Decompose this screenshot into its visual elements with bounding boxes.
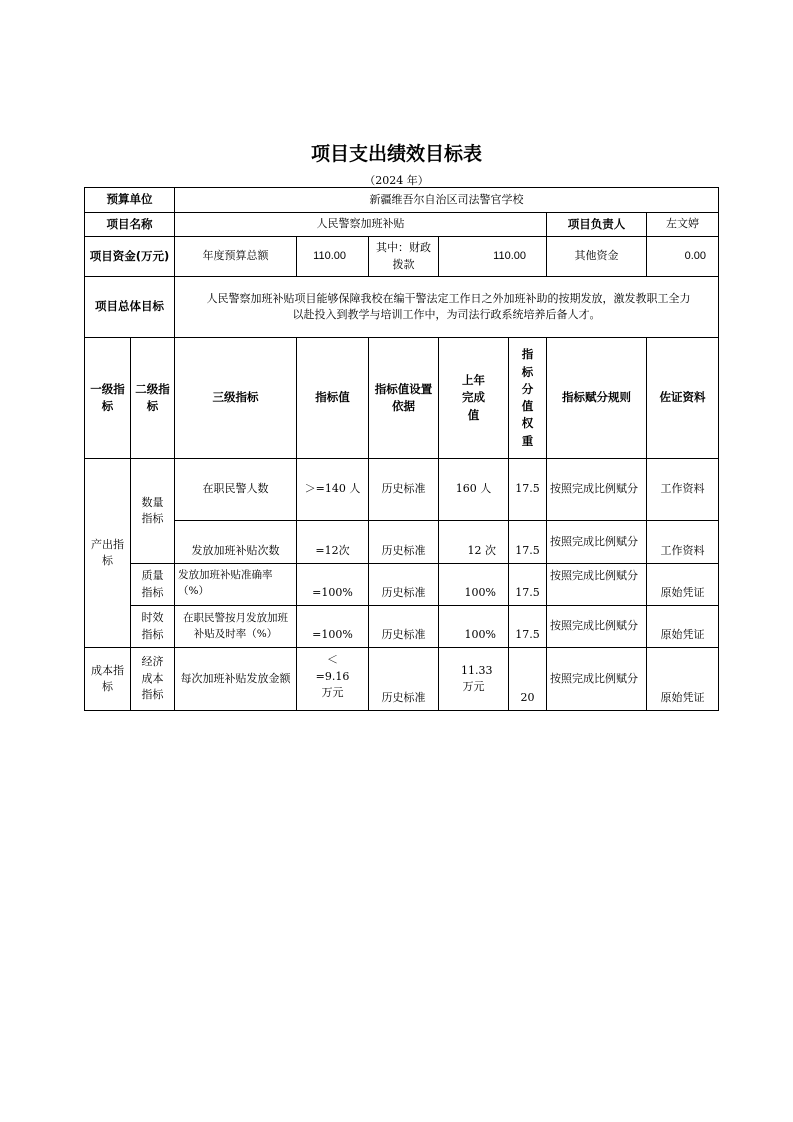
overall-goal-line2: 以赴投入到教学与培训工作中，为司法行政系统培养后备人才。 — [292, 308, 601, 321]
funds-label: 项目资金(万元) — [85, 237, 175, 277]
row3-weight: 17.5 — [509, 564, 547, 606]
project-name-label: 项目名称 — [85, 213, 175, 237]
output-group-label: 产出指标 — [85, 459, 131, 648]
level3-header: 三级指标 — [175, 338, 297, 459]
overall-goal-row — [85, 277, 719, 338]
row5-weight: 20 — [509, 648, 547, 711]
row5-evidence: 原始凭证 — [647, 648, 719, 711]
row1-level3: 在职民警人数 — [175, 459, 297, 521]
row1-weight: 17.5 — [509, 459, 547, 521]
budget-unit-row — [85, 188, 719, 213]
fiscal-label — [369, 237, 439, 277]
row2-weight: 17.5 — [509, 521, 547, 564]
overall-goal-line1: 人民警察加班补贴项目能够保障我校在编干警法定工作日之外加班补助的按期发放，激发教职工全力 — [206, 291, 691, 305]
table-row — [85, 521, 719, 564]
row3-last-year: 100% — [439, 564, 509, 606]
row1-basis: 历史标准 — [369, 459, 439, 521]
level2-header: 二级指标 — [131, 338, 175, 459]
row1-value: ＞=140 人 — [297, 459, 369, 521]
row3-value: =100% — [297, 564, 369, 606]
cost-group-label: 成本指标 — [85, 648, 131, 711]
fiscal-label-line1: 其中：财政 — [376, 241, 431, 254]
row5-rule: 按照完成比例赋分 — [547, 648, 647, 711]
table-row — [85, 459, 719, 521]
row4-weight: 17.5 — [509, 606, 547, 648]
table-row — [85, 648, 719, 711]
rule-header: 指标赋分规则 — [547, 338, 647, 459]
indicator-header-row — [85, 338, 719, 459]
row3-basis: 历史标准 — [369, 564, 439, 606]
overall-goal-text — [175, 277, 719, 338]
row1-rule: 按照完成比例赋分 — [547, 459, 647, 521]
performance-table — [84, 187, 719, 711]
year-label: （2024 年） — [364, 174, 429, 187]
row4-basis: 历史标准 — [369, 606, 439, 648]
row4-evidence: 原始凭证 — [647, 606, 719, 648]
table-row — [85, 564, 719, 606]
quantity-group-label: 数量指标 — [131, 459, 175, 564]
budget-unit-label: 预算单位 — [85, 188, 175, 213]
row2-last-year: 12 次 — [439, 521, 509, 564]
project-name-value: 人民警察加班补贴 — [175, 213, 547, 237]
row4-value: =100% — [297, 606, 369, 648]
table-row — [85, 606, 719, 648]
row2-rule: 按照完成比例赋分 — [547, 521, 647, 564]
weight-header: 指标分值权重 — [509, 338, 547, 459]
row1-evidence: 工作资料 — [647, 459, 719, 521]
value-header: 指标值 — [297, 338, 369, 459]
annual-total-label: 年度预算总额 — [175, 237, 297, 277]
economic-cost-group-label: 经济成本指标 — [131, 648, 175, 711]
row1-last-year: 160 人 — [439, 459, 509, 521]
quality-group-label: 质量指标 — [131, 564, 175, 606]
row4-level3: 在职民警按月发放加班补贴及时率（%） — [175, 606, 297, 648]
funds-row — [85, 237, 719, 277]
level1-header: 一级指标 — [85, 338, 131, 459]
row2-value: =12次 — [297, 521, 369, 564]
row5-level3: 每次加班补贴发放金额 — [175, 648, 297, 711]
row2-basis: 历史标准 — [369, 521, 439, 564]
budget-unit-value: 新疆维吾尔自治区司法警官学校 — [175, 188, 719, 213]
row3-level3: 发放加班补贴准确率（%） — [175, 564, 297, 606]
project-name-row — [85, 213, 719, 237]
row4-rule: 按照完成比例赋分 — [547, 606, 647, 648]
row3-evidence: 原始凭证 — [647, 564, 719, 606]
overall-goal-label: 项目总体目标 — [85, 277, 175, 338]
row2-evidence: 工作资料 — [647, 521, 719, 564]
row3-rule: 按照完成比例赋分 — [547, 564, 647, 606]
other-funds-value: 0.00 — [647, 237, 719, 277]
row5-basis: 历史标准 — [369, 648, 439, 711]
row5-value: ＜=9.16 万元 — [297, 648, 369, 711]
project-leader-label: 项目负责人 — [547, 213, 647, 237]
row4-last-year: 100% — [439, 606, 509, 648]
page-title: 项目支出绩效目标表 — [310, 143, 482, 165]
row2-level3: 发放加班补贴次数 — [175, 521, 297, 564]
basis-header: 指标值设置依据 — [369, 338, 439, 459]
project-leader-value: 左文婷 — [647, 213, 719, 237]
annual-total-value: 110.00 — [297, 237, 369, 277]
row5-last-year: 11.33 万元 — [439, 648, 509, 711]
fiscal-value: 110.00 — [439, 237, 547, 277]
fiscal-label-line2: 拨款 — [392, 257, 415, 271]
last-year-header: 上年完成值 — [439, 338, 509, 459]
other-funds-label: 其他资金 — [547, 237, 647, 277]
evidence-header: 佐证资料 — [647, 338, 719, 459]
timeliness-group-label: 时效指标 — [131, 606, 175, 648]
